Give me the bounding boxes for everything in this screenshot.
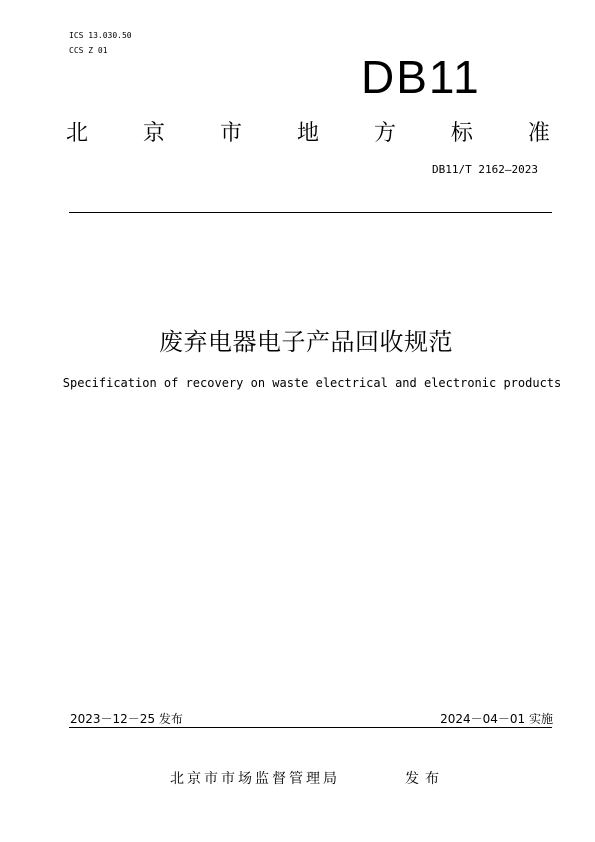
top-divider (69, 212, 552, 213)
standard-type-char: 准 (527, 121, 550, 146)
title-chinese: 废弃电器电子产品回收规范 (159, 328, 453, 356)
standard-type-char: 市 (219, 121, 242, 146)
standard-number: DB11/T 2162—2023 (432, 163, 538, 176)
ics-code: ICS 13.030.50 (69, 31, 132, 40)
ccs-code: CCS Z 01 (69, 46, 108, 55)
standard-type-char: 京 (142, 121, 165, 146)
standard-type-char: 方 (373, 121, 396, 146)
implement-date: 2024－04－01 实施 (440, 712, 553, 726)
standard-type-char: 地 (296, 121, 319, 146)
issue-label: 发布 (405, 771, 445, 787)
db-logo: DB11 (361, 51, 481, 103)
publish-date: 2023－12－25 发布 (70, 712, 183, 726)
bottom-divider (69, 727, 552, 728)
issuing-authority: 北京市市场监督管理局 (170, 771, 340, 787)
title-english: Specification of recovery on waste electrical and electronic products (62, 376, 562, 390)
standard-type-char: 标 (450, 121, 473, 146)
standard-type-heading (66, 116, 550, 147)
standard-type-char: 北 (66, 121, 89, 146)
